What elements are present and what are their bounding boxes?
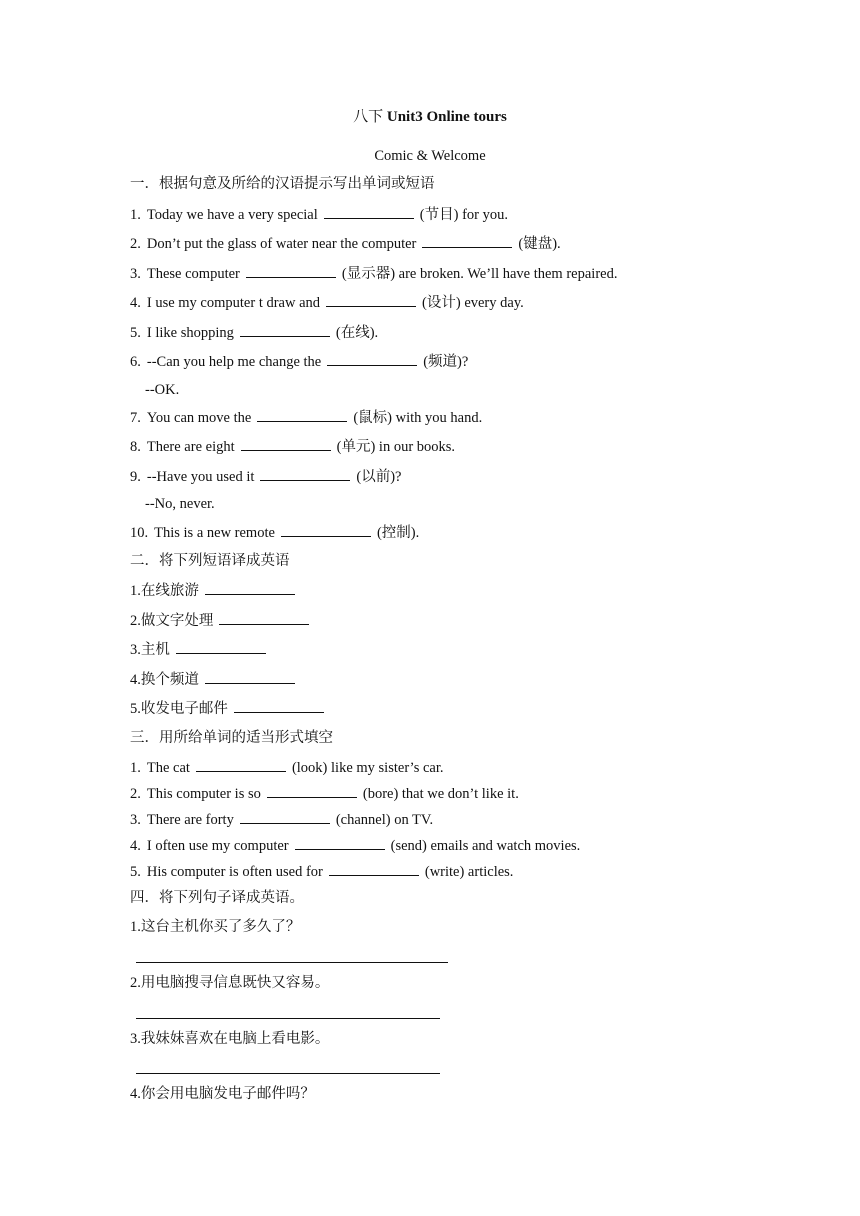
answer-blank[interactable]: [257, 408, 347, 422]
answer-blank[interactable]: [281, 523, 371, 537]
sentence-4-4: 4.你会用电脑发电子邮件吗？: [130, 1086, 315, 1102]
question-1-6: 6. --Can you help me change the (频道)?: [130, 354, 469, 370]
page-subtitle: Comic & Welcome: [374, 148, 486, 164]
answer-line[interactable]: [136, 1018, 440, 1019]
question-3-4: 4. I often use my computer (send) emails and watch movies.: [130, 838, 581, 854]
answer-blank[interactable]: [176, 640, 266, 654]
answer-line[interactable]: [136, 1073, 440, 1074]
question-1-2: 2. Don’t put the glass of water near the computer (键盘).: [130, 236, 561, 252]
sentence-4-2: 2.用电脑搜寻信息既快又容易。: [130, 975, 330, 991]
answer-blank[interactable]: [205, 581, 295, 595]
section2-heading: 二．将下列短语译成英语: [130, 553, 290, 569]
question-1-7: 7. You can move the (鼠标) with you hand.: [130, 410, 483, 426]
answer-blank[interactable]: [260, 467, 350, 481]
section1-heading: 一．根据句意及所给的汉语提示写出单词或短语: [130, 176, 435, 192]
answer-blank[interactable]: [326, 293, 416, 307]
question-1-3: 3. These computer (显示器) are broken. We’ll have them repaired.: [130, 266, 618, 282]
section3-heading: 三．用所给单词的适当形式填空: [130, 730, 333, 746]
answer-blank[interactable]: [219, 611, 309, 625]
answer-line[interactable]: [136, 962, 448, 963]
question-1-9: 9. --Have you used it (以前)?: [130, 469, 402, 485]
answer-blank[interactable]: [324, 205, 414, 219]
answer-blank[interactable]: [196, 758, 286, 772]
question-1-1: 1. Today we have a very special (节目) for you.: [130, 207, 508, 223]
question-3-3: 3. There are forty (channel) on TV.: [130, 812, 434, 828]
answer-blank[interactable]: [295, 836, 385, 850]
answer-blank[interactable]: [422, 234, 512, 248]
answer-blank[interactable]: [240, 810, 330, 824]
answer-blank[interactable]: [234, 699, 324, 713]
section4-heading: 四．将下列句子译成英语。: [130, 890, 304, 906]
phrase-2-5: 5.收发电子邮件: [130, 699, 330, 718]
question-1-5: 5. I like shopping (在线).: [130, 325, 379, 341]
answer-blank[interactable]: [205, 670, 295, 684]
question-1-8: 8. There are eight (单元) in our books.: [130, 439, 456, 455]
page-title: 八下 Unit3 Online tours: [353, 109, 507, 125]
question-1-6-reply: --OK.: [145, 382, 180, 398]
phrase-2-2: 2.做文字处理: [130, 611, 315, 630]
sentence-4-1: 1.这台主机你买了多久了？: [130, 919, 301, 935]
question-3-5: 5. His computer is often used for (write) articles.: [130, 864, 514, 880]
answer-blank[interactable]: [240, 323, 330, 337]
question-1-9-reply: --No, never.: [145, 496, 215, 512]
answer-blank[interactable]: [241, 437, 331, 451]
phrase-2-1: 1.在线旅游: [130, 581, 301, 600]
sentence-4-3: 3.我妹妹喜欢在电脑上看电影。: [130, 1031, 330, 1047]
answer-blank[interactable]: [329, 862, 419, 876]
question-3-2: 2. This computer is so (bore) that we don’t like it.: [130, 786, 519, 802]
title-main: Unit3 Online tours: [386, 109, 507, 125]
answer-blank[interactable]: [267, 784, 357, 798]
phrase-2-3: 3.主机: [130, 640, 272, 659]
answer-blank[interactable]: [327, 352, 417, 366]
phrase-2-4: 4.换个频道: [130, 670, 301, 689]
question-1-10: 10. This is a new remote (控制).: [130, 525, 420, 541]
answer-blank[interactable]: [246, 264, 336, 278]
question-1-4: 4. I use my computer t draw and (设计) every day.: [130, 295, 524, 311]
question-3-1: 1. The cat (look) like my sister’s car.: [130, 760, 444, 776]
